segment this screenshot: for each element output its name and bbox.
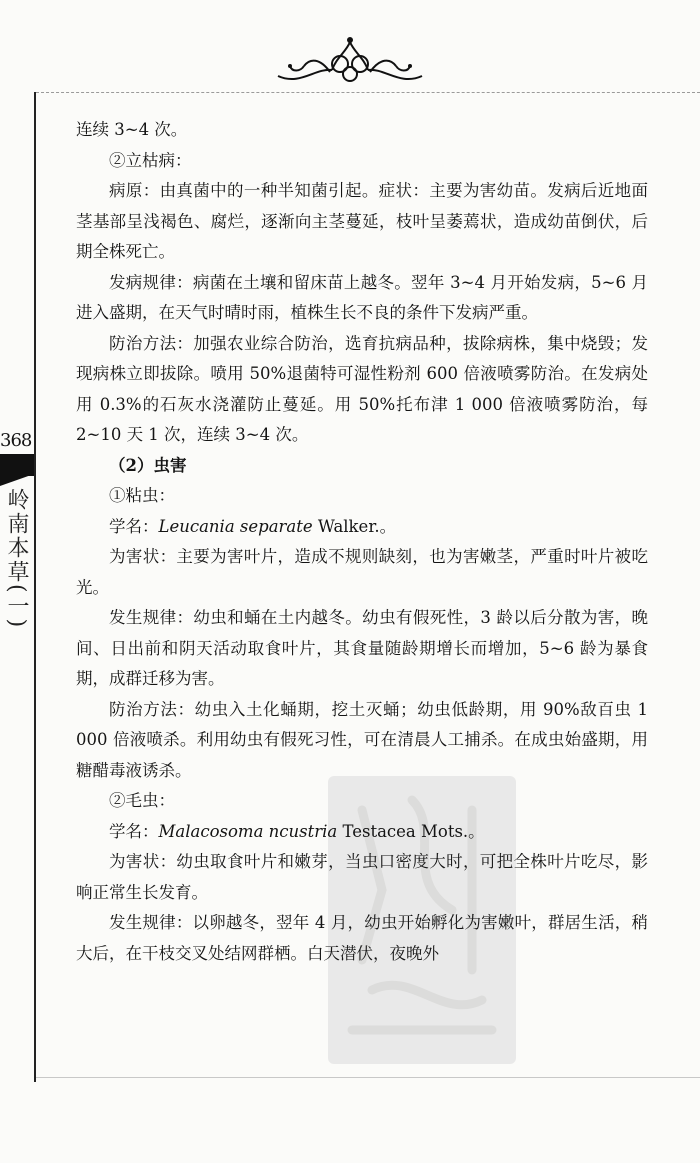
sci-name-label: 学名：	[109, 516, 159, 536]
subheading-armyworm: ①粘虫：	[109, 486, 175, 505]
subheading-damping-off: ②立枯病：	[109, 150, 192, 170]
paragraph-caterpillar-occurrence: 发生规律：以卵越冬，翌年 4 月，幼虫开始孵化为害嫩叶，群居生活，稍大后，在干枝交叉处结网群栖。白天潜伏，夜晚外	[76, 913, 648, 963]
sci-name-italic: Leucania separate	[158, 516, 313, 536]
paragraph-disease-pattern: 发病规律：病菌在土壤和留床苗上越冬。翌年 3~4 月开始发病，5~6 月进入盛期，在天气时晴时雨，植株生长不良的条件下发病严重。	[76, 272, 648, 322]
margin-line	[34, 92, 36, 1082]
page-body	[76, 115, 648, 969]
scientific-name-armyworm	[76, 512, 648, 543]
sci-name-italic: Malacosoma ncustria	[158, 821, 338, 841]
paragraph-caterpillar-damage: 为害状：幼虫取食叶片和嫩芽，当虫口密度大时，可把全株叶片吃尽，影响正常生长发育。	[76, 852, 648, 902]
page-number: 368	[0, 430, 32, 451]
footer-rule	[36, 1077, 700, 1078]
paragraph-continuation: 连续 3~4 次。	[76, 120, 188, 139]
scientific-name-caterpillar	[76, 817, 648, 848]
paragraph-pest-control: 防治方法：幼虫入土化蛹期，挖土灭蛹；幼虫低龄期，用 90%敌百虫 1 000 倍液喷杀。利用幼虫有假死习性，可在清晨人工捕杀。在成虫始盛期，用糖醋毒液诱杀。	[76, 699, 648, 780]
paragraph-damage-symptoms: 为害状：主要为害叶片，造成不规则缺刻，也为害嫩茎，严重时叶片被吃光。	[76, 547, 648, 597]
book-title: 岭南本草(一)	[4, 488, 29, 630]
sci-name-label: 学名：	[109, 821, 159, 841]
section-heading-pests: （2）虫害	[109, 455, 187, 475]
paragraph-pathogen: 病原：由真菌中的一种半知菌引起。症状：主要为害幼苗。发病后近地面茎基部呈浅褐色、腐烂，逐渐向主茎蔓延，枝叶呈萎蔫状，造成幼苗倒伏，后期全株死亡。	[76, 181, 648, 261]
subheading-caterpillar: ②毛虫：	[109, 791, 175, 810]
paragraph-control-methods: 防治方法：加强农业综合防治，选育抗病品种，拔除病株，集中烧毁；发现病株立即拔除。喷用 50%退菌特可湿性粉剂 600 倍液喷雾防治。在发病处用 0.3%的石灰水浇灌防止蔓延。用 50%托布津 1 000 倍液喷雾防治，每 2~10 天 1 次，连续 3~4 次。	[76, 333, 648, 444]
sci-name-author: Walker.。	[312, 516, 397, 536]
paragraph-occurrence-pattern: 发生规律：幼虫和蛹在土内越冬。幼虫有假死性，3 龄以后分散为害，晚间、日出前和阴天活动取食叶片，其食量随龄期增长而增加，5~6 龄为暴食期，成群迁移为害。	[76, 608, 648, 688]
sci-name-author: Testacea Mots.。	[337, 821, 485, 841]
header-rule	[36, 92, 700, 93]
side-tab-wedge	[0, 474, 34, 486]
side-tab-marker	[0, 454, 34, 476]
header-ornament-icon	[270, 28, 430, 90]
